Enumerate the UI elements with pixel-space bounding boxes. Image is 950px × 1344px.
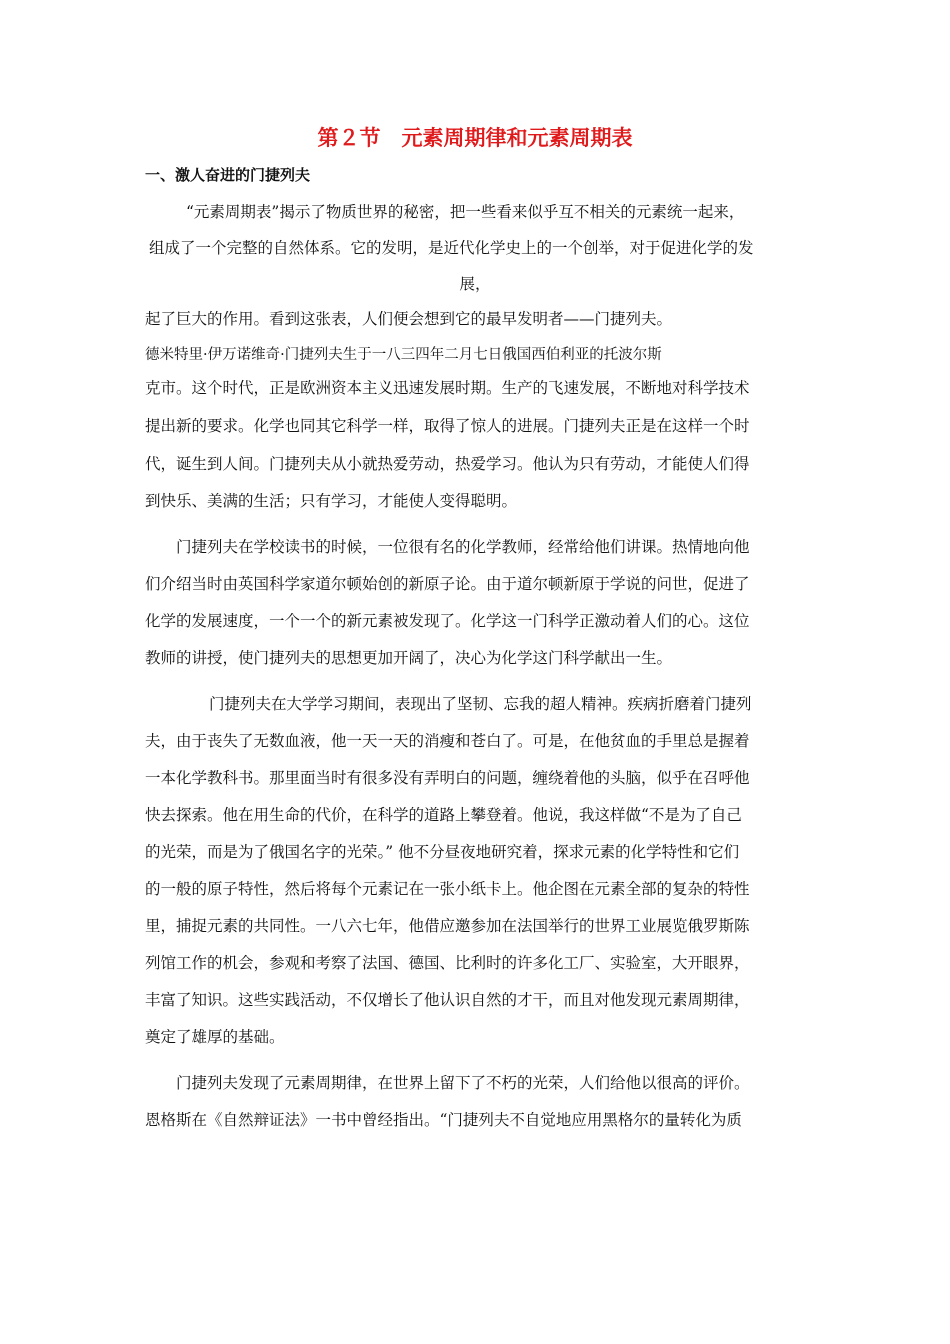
paragraph-line: 丰富了知识。这些实践活动，不仅增长了他认识自然的才干，而且对他发现元素周期律， bbox=[145, 991, 750, 1009]
paragraph-line: 提出新的要求。化学也同其它科学一样，取得了惊人的进展。门捷列夫正是在这样一个时 bbox=[145, 417, 750, 435]
paragraph-line: “元素周期表”揭示了物质世界的秘密，把一些看来似乎互不相关的元素统一起来， bbox=[186, 203, 745, 221]
document-title: 第２节 元素周期律和元素周期表 bbox=[317, 126, 633, 150]
paragraph-line: 门捷列夫在学校读书的时候，一位很有名的化学教师，经常给他们讲课。热情地向他 bbox=[176, 538, 750, 556]
paragraph-line: 展， bbox=[459, 275, 491, 293]
paragraph-line: 一本化学教科书。那里面当时有很多没有弄明白的问题，缠绕着他的头脑，似乎在召呼他 bbox=[145, 769, 750, 787]
paragraph-line: 克市。这个时代，正是欧洲资本主义迅速发展时期。生产的飞速发展，不断地对科学技术 bbox=[145, 379, 750, 397]
paragraph-line: 奠定了雄厚的基础。 bbox=[145, 1028, 285, 1046]
paragraph-line: 们介绍当时由英国科学家道尔顿始创的新原子论。由于道尔顿新原于学说的问世，促进了 bbox=[145, 575, 750, 593]
paragraph-line: 列馆工作的机会，参观和考察了法国、德国、比利时的许多化工厂、实验室，大开眼界， bbox=[145, 954, 750, 972]
paragraph-line: 门捷列夫发现了元素周期律，在世界上留下了不朽的光荣，人们给他以很高的评价。 bbox=[176, 1074, 750, 1092]
paragraph-line: 组成了一个完整的自然体系。它的发明，是近代化学史上的一个创举，对于促进化学的发 bbox=[149, 239, 754, 257]
paragraph-line: 化学的发展速度，一个一个的新元素被发现了。化学这一门科学正激动着人们的心。这位 bbox=[145, 612, 750, 630]
paragraph-line: 的一般的原子特性，然后将每个元素记在一张小纸卡上。他企图在元素全部的复杂的特性 bbox=[145, 880, 750, 898]
paragraph-line: 起了巨大的作用。看到这张表，人们便会想到它的最早发明者——门捷列夫。 bbox=[145, 310, 673, 328]
paragraph-line: 里，捕捉元素的共同性。一八六七年，他借应邀参加在法国举行的世界工业展览俄罗斯陈 bbox=[145, 917, 750, 935]
paragraph-line: 恩格斯在《自然辩证法》一书中曾经指出。“门捷列夫不自觉地应用黑格尔的量转化为质 bbox=[145, 1111, 742, 1129]
paragraph-line: 快去探索。他在用生命的代价，在科学的道路上攀登着。他说，我这样做“不是为了自己 bbox=[145, 806, 742, 824]
paragraph-line: 夫，由于丧失了无数血液，他一天一天的消瘦和苍白了。可是，在他贫血的手里总是握着 bbox=[145, 732, 750, 750]
paragraph-line: 代，诞生到人间。门捷列夫从小就热爱劳动，热爱学习。他认为只有劳动，才能使人们得 bbox=[145, 455, 750, 473]
paragraph-line: 德米特里·伊万诺维奇·门捷列夫生于一八三四年二月七日俄国西伯利亚的托波尔斯 bbox=[145, 347, 662, 363]
paragraph-line: 教师的讲授，使门捷列夫的思想更加开阔了，决心为化学这门科学献出一生。 bbox=[145, 649, 673, 667]
paragraph-line: 门捷列夫在大学学习期间，表现出了坚韧、忘我的超人精神。疾病折磨着门捷列 bbox=[209, 695, 752, 713]
paragraph-line: 的光荣，而是为了俄国名字的光荣。” 他不分昼夜地研究着，探求元素的化学特性和它们 bbox=[145, 843, 740, 861]
section-heading: 一、激人奋进的门捷列夫 bbox=[145, 166, 311, 184]
paragraph-line: 到快乐、美满的生活；只有学习，才能使人变得聪明。 bbox=[145, 492, 518, 510]
